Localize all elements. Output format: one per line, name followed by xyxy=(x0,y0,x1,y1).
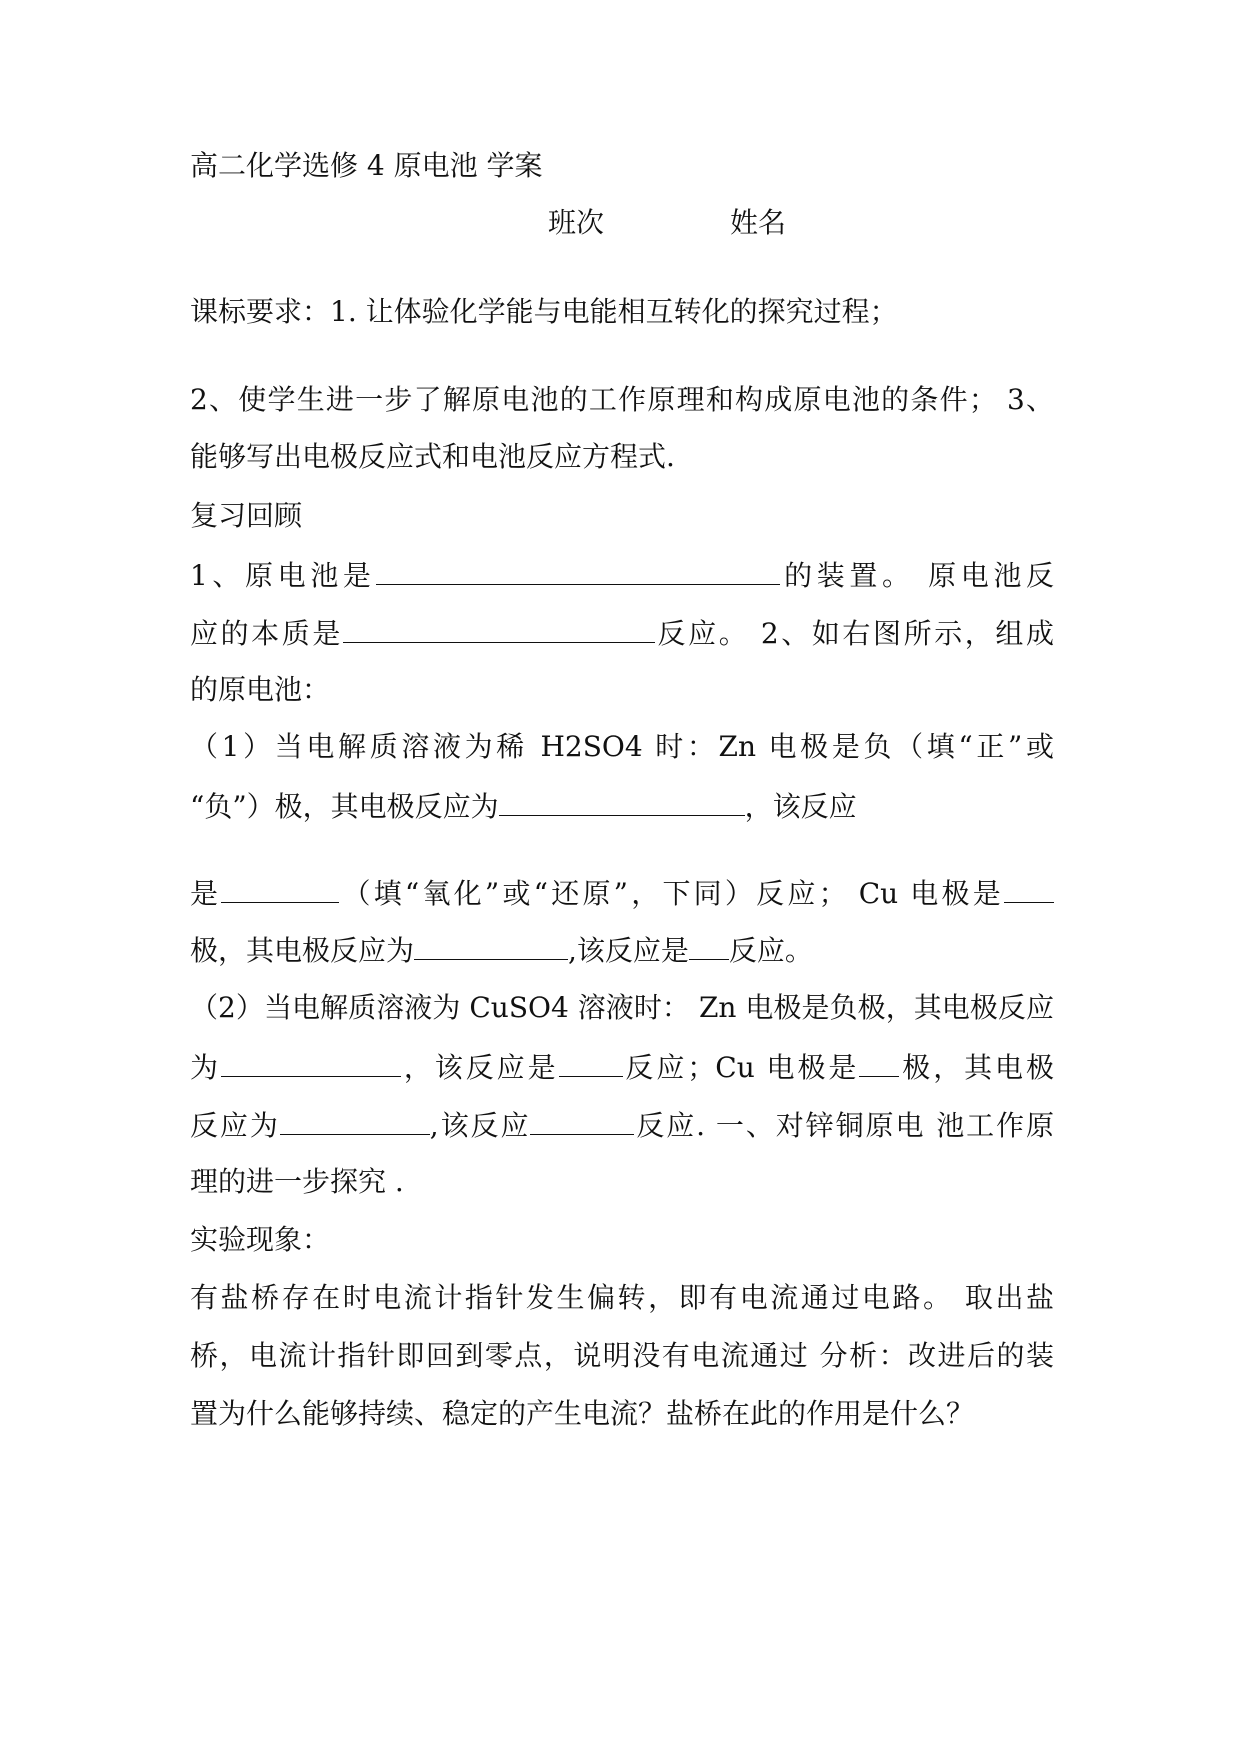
part2-text-e: 极，其电极 xyxy=(899,1051,1054,1084)
part1-text-c: ，该反应 xyxy=(744,790,857,823)
part2-text-f: 反应为 xyxy=(190,1109,280,1142)
blank-device-purpose[interactable] xyxy=(376,554,780,585)
blank-cu-electrode-sign-2[interactable] xyxy=(859,1046,899,1077)
part2-line-3 xyxy=(190,1104,1054,1146)
part2-text-d: 反应；Cu 电极是 xyxy=(622,1051,860,1084)
review-q1-text-b: 的装置。 原电池反 xyxy=(779,559,1054,592)
name-label: 姓名 xyxy=(730,206,787,239)
part1-text-f: 极，其电极反应为 xyxy=(190,934,415,967)
part1-text-h: 反应。 xyxy=(728,934,813,967)
page-title: 高二化学选修 4 原电池 学案 xyxy=(190,149,543,182)
experiment-line-3: 置为什么能够持续、稳定的产生电流？盐桥在此的作用是什么？ xyxy=(190,1397,975,1430)
review-q1-line-1 xyxy=(190,554,1054,596)
part2-line-2 xyxy=(190,1046,1054,1088)
blank-zn-electrode-reaction-2[interactable] xyxy=(221,1046,401,1077)
requirements-line-2: 2、使学生进一步了解原电池的工作原理和构成原电池的条件； 3、 xyxy=(190,383,1054,416)
requirements-line-1: 课标要求：1. 让体验化学能与电能相互转化的探究过程； xyxy=(190,295,898,328)
blank-reaction-essence[interactable] xyxy=(343,612,655,643)
part2-text-h: 反应. 一、对锌铜原电 池工作原 xyxy=(634,1109,1054,1142)
blank-zn-reaction-type[interactable] xyxy=(221,872,339,903)
part1-text-b: “负”）极，其电极反应为 xyxy=(190,790,499,823)
part2-line-4: 理的进一步探究 . xyxy=(190,1165,404,1198)
part1-text-g: ,该反应是 xyxy=(568,934,689,967)
part2-line-1: （2）当电解质溶液为 CuSO4 溶液时： Zn 电极是负极，其电极反应 xyxy=(190,991,1054,1024)
blank-cu-electrode-sign[interactable] xyxy=(1004,872,1054,903)
blank-zn-reaction-type-2[interactable] xyxy=(559,1046,623,1077)
review-q1-line-2 xyxy=(190,612,1054,654)
review-heading: 复习回顾 xyxy=(190,499,303,532)
requirements-line-3: 能够写出电极反应式和电池反应方程式. xyxy=(190,440,675,473)
review-q1-text-c: 应的本质是 xyxy=(190,617,343,650)
blank-cu-electrode-reaction[interactable] xyxy=(414,929,568,960)
part1-text-e: （填“氧化”或“还原”，下同）反应； Cu 电极是 xyxy=(339,877,1004,910)
experiment-heading: 实验现象： xyxy=(190,1223,331,1256)
blank-cu-electrode-reaction-2[interactable] xyxy=(280,1104,430,1135)
blank-cu-reaction-type-2[interactable] xyxy=(530,1104,634,1135)
review-q1-text-a: 1、原电池是 xyxy=(190,559,376,592)
review-q1-line-3: 的原电池： xyxy=(190,673,331,706)
part1-line-4 xyxy=(190,929,813,971)
part1-line-3 xyxy=(190,872,1054,914)
part1-line-2 xyxy=(190,785,857,827)
blank-zn-electrode-reaction[interactable] xyxy=(499,785,745,816)
part2-text-c: ，该反应是 xyxy=(400,1051,559,1084)
part2-text-b: 为 xyxy=(190,1051,221,1084)
part2-text-g: ,该反应 xyxy=(429,1109,531,1142)
review-q1-text-d: 反应。 2、如右图所示，组成 xyxy=(654,617,1054,650)
blank-cu-reaction-type[interactable] xyxy=(689,929,729,960)
part1-line-1: （1）当电解质溶液为稀 H2SO4 时：Zn 电极是负（填“正”或 xyxy=(190,730,1054,763)
class-label: 班次 xyxy=(548,206,605,239)
part1-text-d: 是 xyxy=(190,877,222,910)
experiment-line-1: 有盐桥存在时电流计指针发生偏转，即有电流通过电路。 取出盐 xyxy=(190,1281,1054,1314)
experiment-line-2: 桥，电流计指针即回到零点，说明没有电流通过 分析：改进后的装 xyxy=(190,1339,1054,1372)
